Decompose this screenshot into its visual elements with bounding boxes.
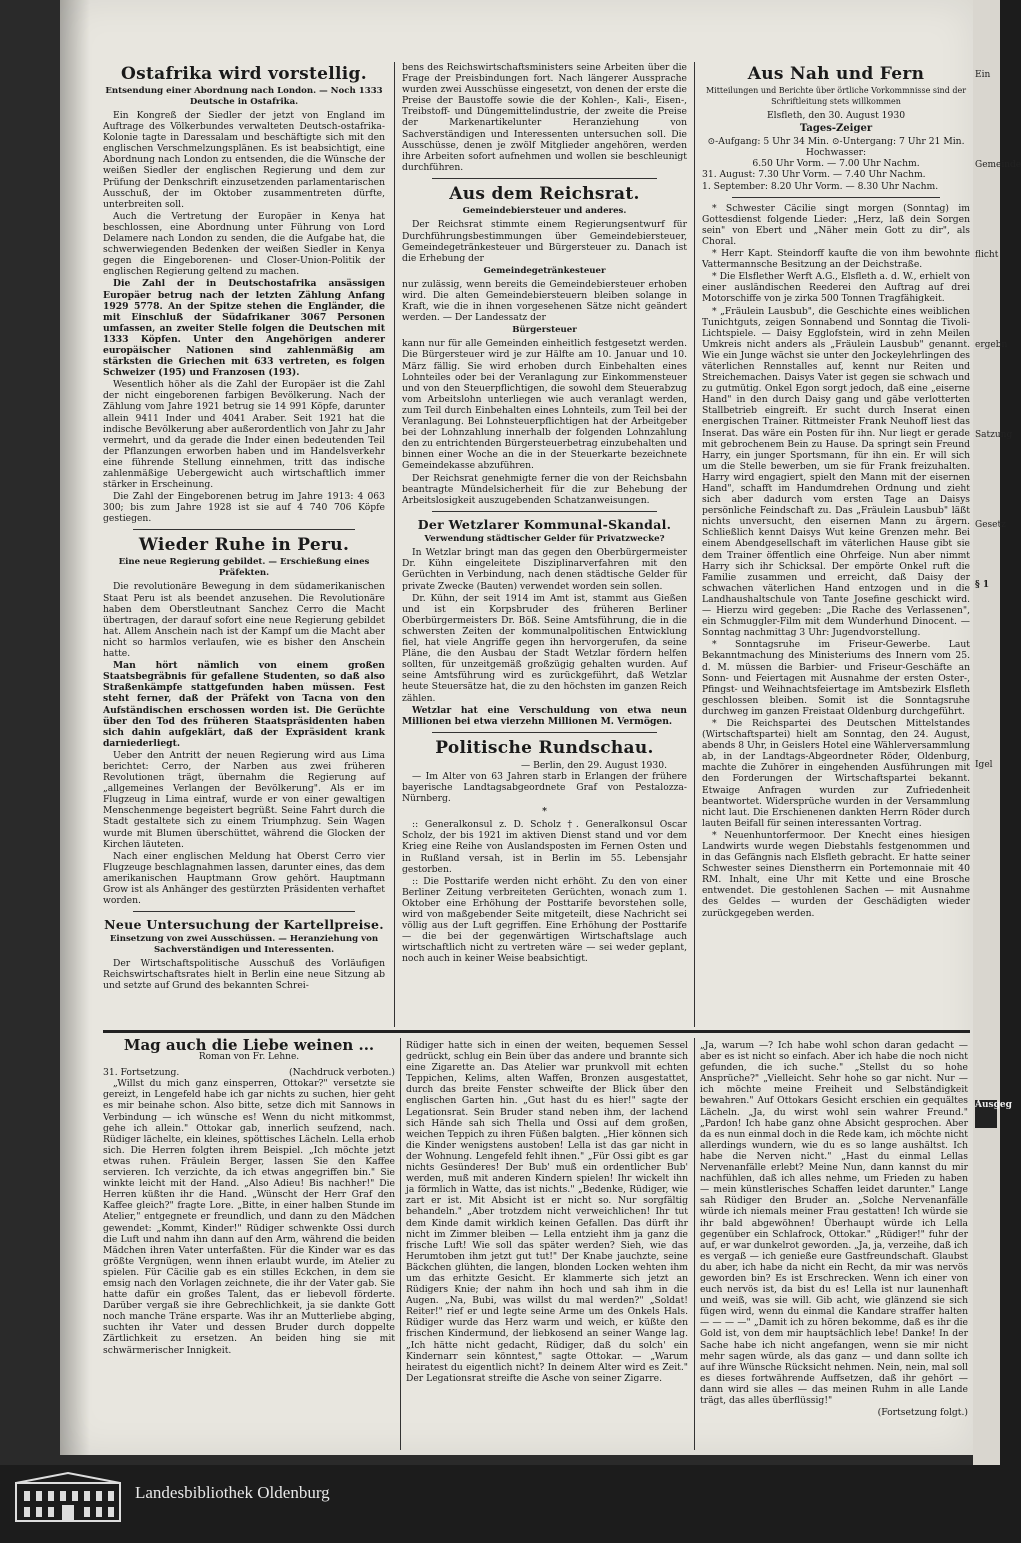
facing-page-edge xyxy=(973,0,1021,1465)
column-divider xyxy=(394,62,395,1027)
divider xyxy=(432,511,657,512)
article-paragraph: Wesentlich höher als die Zahl der Europäer ist die Zahl der nicht eingeborenen farbigen Bevölkerung. Nach der Zählung vom Jahre 1921 betrug sie 14 991 Köpfe, darunter allein 9411 Inder und 4041 Araber. Seit 1921 hat die indische Bevölkerung aber außerordentlich von Jahr zu Jahr vermehrt, und da gerade die Inder einen bedeutenden Teil der Pflanzungen erworben haben und im Handelsverkehr eine führende Stellung einnehmen, tritt das indische zahlenmäßige Uebergewicht auch wirtschaftlich immer stärker in Erscheinung. xyxy=(103,379,385,491)
serial-column-3 xyxy=(700,1040,968,1450)
serial-title: Mag auch die Liebe weinen ... xyxy=(123,1036,375,1054)
headline-reichsrat: Aus dem Reichsrat. xyxy=(449,183,640,204)
tide-line: 1. September: 8.20 Uhr Vorm. — 8.30 Uhr Nachm. xyxy=(702,180,939,192)
headline-ostafrika: Ostafrika wird vorstellig. xyxy=(121,64,367,84)
column-divider xyxy=(694,62,695,1027)
column-divider xyxy=(694,1038,695,1450)
article-paragraph: Auch die Vertretung der Europäer in Kenya hat beschlossen, eine Abordnung unter Führung von Lord Delamere nach London zu senden, die die Aufgabe hat, die schwerwiegenden Bedenken der weißen Siedler in Kenya gegen die Eingeborenen- und Closer-Union-Politik der englischen Regierung geltend zu machen. xyxy=(103,210,385,278)
local-news-item: * Die Elsflether Werft A.G., Elsfleth a. d. W., erhielt von einer ausländischen Reederei den Auftrag auf drei Motorschiffe von je zirka 500 Tonnen Tragfähigkeit. xyxy=(702,271,970,305)
column-divider xyxy=(400,1038,401,1450)
serial-copyright: (Nachdruck verboten.) xyxy=(289,1067,395,1079)
sun-times: ⊙-Aufgang: 5 Uhr 34 Min. ⊙-Untergang: 7 Uhr 21 Min. xyxy=(707,136,965,148)
divider xyxy=(432,732,657,733)
article-paragraph: — Im Alter von 63 Jahren starb in Erlangen der frühere bayerische Landtagsabgeordnete Graf von Pestalozza-Nürnberg. xyxy=(402,770,687,805)
edge-fragment: § 1 xyxy=(975,580,990,590)
article-paragraph: Ueber den Antritt der neuen Regierung wird aus Lima berichtet: Cerro, der Narben aus zwei früheren Revolutionen trägt, übernahm die Regierung auf „allgemeines Verlangen der Bevölkerung". Als er im Flugzeug in Lima eintraf, wurde er von einer gewaltigen Menschenmenge begeistert begrüßt. Seine Fahrt durch die Stadt gestaltete sich zu einem Triumphzug. Sein Wagen wurde mit Blumen überschüttet, während die Glocken der Kirchen läuteten. xyxy=(103,749,385,850)
article-paragraph: bens des Reichswirtschaftsministers seine Arbeiten über die Frage der Preisbindungen fort. Nach längerer Aussprache wurden zwei Ausschüsse eingesetzt, von denen der erste die Preise der Baustoffe sowie die der Kohlen-, Kali-, Eisen-, Treibstoff- und Düngemittelindustrie, der zweite die Preise der Markenartikelunter Heranziehung von Sachverständigen und Interessenten untersuchen soll. Die Ausschüsse, denen je zwölf Mitglieder angehören, werden ihre Arbeiten sofort aufnehmen und wollen sie beschleunigt durchführen. xyxy=(402,62,687,173)
article-paragraph: nur zulässig, wenn bereits die Gemeindebiersteuer erhoben wird. Die alten Gemeindebiersteuern bleiben solange in Kraft, wie die in ihnen vorgesehenen Sätze nicht geändert werden. — Der Landessatz der xyxy=(402,278,687,324)
edge-fragment: Gemeinde xyxy=(975,160,1021,170)
divider xyxy=(732,197,940,198)
article-paragraph: :: Generalkonsul z. D. Scholz †. Generalkonsul Oscar Scholz, der bis 1921 im aktiven Dienst stand und vor dem Krieg eine Reihe von Auslandsposten im Fernen Osten und in Rußland versah, ist in Berlin im 55. Lebensjahr gestorben. xyxy=(402,819,687,875)
article-paragraph: Der Wirtschaftspolitische Ausschuß des Vorläufigen Reichswirtschaftsrates hielt in Berlin eine neue Sitzung ab und setzte auf Grund des bekannten Schrei- xyxy=(103,958,385,992)
edge-fragment: Gesetz xyxy=(975,520,1006,530)
tide-line: 6.50 Uhr Vorm. — 7.00 Uhr Nachm. xyxy=(752,158,920,170)
serial-separator-rule xyxy=(103,1030,970,1033)
library-name: Landesbibliothek Oldenburg xyxy=(135,1483,330,1502)
article-paragraph: Wetzlar hat eine Verschuldung von etwa neun Millionen bei etwa vierzehn Millionen M. Vermögen. xyxy=(402,704,687,727)
divider xyxy=(432,178,657,179)
headline-wetzlar: Der Wetzlarer Kommunal-Skandal. xyxy=(417,516,672,532)
edge-fragment: Ein xyxy=(975,70,991,80)
headline-aus-nah-und-fern: Aus Nah und Fern xyxy=(747,64,925,84)
article-paragraph: Ein Kongreß der Siedler der jetzt von England im Auftrage des Völkerbundes verwalteten Deutsch-ostafrika-Kolonie tagte in Daressalam und beschäftigte sich mit den englischen Verschmelzungsplänen. Es ist beabsichtigt, eine Abordnung nach London zu entsenden, die die Wünsche der weißen Siedler der englischen Regierung und dem zur Prüfung der Denkschrift einzusetzenden parlamentarischen Ausschuß, der im Oktober zusammentreten dürfte, unterbreiten soll. xyxy=(103,110,385,210)
edge-fragment: Satzung xyxy=(975,430,1013,440)
article-paragraph: In Wetzlar bringt man das gegen den Oberbürgermeister Dr. Kühn eingeleitete Disziplinarverfahren mit den Gerüchten in Verbindung, nach denen städtische Gelder für private Zwecke (Bauten) verwendet worden sein sollen. xyxy=(402,547,687,592)
edge-fragment: ergebn xyxy=(975,340,1008,350)
serial-column-2 xyxy=(406,1040,688,1450)
headline-kartellpreise: Neue Untersuchung der Kartellpreise. xyxy=(104,917,384,933)
section-label: Tages-Zeiger xyxy=(799,123,873,135)
page-gutter-shadow xyxy=(60,0,90,1455)
serial-info-row xyxy=(103,1067,395,1078)
footer-bar xyxy=(0,1465,1000,1543)
article-paragraph: kann nur für alle Gemeinden einheitlich festgesetzt werden. Die Bürgersteuer wird je zur Hälfte am 10. Januar und 10. März fällig. Sie wird erhoben durch Einbehalten eines Lohnteiles oder bei der Veranlagung zur Einkommensteuer und von den Steuerpflichtigen, die sowohl dem Steuerabzug vom Arbeitslohn unterliegen wie auch veranlagt werden, zum Teil durch Einbehalten eines Lohnteils, zum Teil bei der Veranlagung. Bei Lohnsteuerpflichtigen hat der Arbeitgeber bei der Lohnzahlung innerhalb der folgenden Lohnzahlung den zu entrichtenden Bürgersteuerbetrag einzubehalten und binnen einer Woche an die in der Steuerkarte bezeichnete Gemeindekasse abzuführen. xyxy=(402,338,687,472)
edge-fragment: flicht xyxy=(975,250,999,260)
local-news-item: * Schwester Cäcilie singt morgen (Sonntag) im Gottesdienst folgende Lieder: „Herz, laß dein Sorgen sein" von Ebert und „Näher mein Gott zu dir", als Choral. xyxy=(702,202,970,247)
local-news-item: * „Fräulein Lausbub", die Geschichte eines weiblichen Tunichtguts, zeigen Sonnabend und Sonntag die Tivoli-Lichtspiele. — Daisy Egglofstein, wird in zehn Meilen Umkreis nicht anders als „Fräulein Lausbub" genannt. Wie ein Junge wächst sie unter den Jockeylehrlingen des väterlichen Rennstalles auf, kennt nur Reiten und Streichemachen. Daisys Vater ist gegen sie schwach und zu gutmütig. Onkel Egon sorgt jedoch, daß eine „eiserne Hand" in den durch Daisy gang und gäbe verlotterten Stallbetrieb eingreift. Er sucht durch Inserat einen energischen Trainer. Rittmeister Frank Neuhoff liest das Inserat. Das wäre ein Posten für ihn. Nur liegt er gerade mit gebrochenem Bein zu Hause. Da springt sein Freund Harry, ein junger Sportsmann, für ihn ein. Er will sich um die Stelle bewerben, um sie für Frank freizuhalten. Harry wird engagiert, spielt den Mann mit der eisernen Hand", schafft im Handumdrehen Ordnung und zieht sich aber dadurch vom ersten Tage an Daisys persönliche Feindschaft zu. Das „Fräulein Lausbub" läßt nichts unversucht, den eisernen Mann zu ärgern. Schließlich kennt Daisys Wut keine Grenzen mehr. Bei einem Abendgesellschaft im väterlichen Hause gibt sie dem Trainer öffentlich eine Ohrfeige. Nun aber nimmt Harry sich ihr Schicksal. Der empörte Onkel ruft die Familie zusammen und erreicht, daß Daisy der schwachen väterlichen Hand entzogen und in die Landhaushaltschule von Tante Josefine geschickt wird. — Hierzu wird gegeben: „Die Rache des Verlassenen", ein Schmuggler-Film mit dem Wunderhund Dinocent. — Sonntag nachmittag 3 Uhr: Jugendvorstellung. xyxy=(702,305,970,639)
serial-continued: (Fortsetzung folgt.) xyxy=(877,1407,968,1419)
serial-text: „Willst du mich ganz einsperren, Ottokar?" versetzte sie gereizt, in Lengefeld habe ich gar nichts zu suchen, hier geht es mir beinahe schon. Also bitte, setze dich mit Sannows in Verbindung — ich wünsche es! Wenn du nicht mitkommst, gehe ich allein." Ottokar gab, innerlich seufzend, nach. Rüdiger lächelte, ein kleines, spöttisches Lächeln. Lella erhob sich. Die Herren folgten ihrem Beispiel. „Ich möchte jetzt etwas ruhen. Fräulein Berger, lassen Sie den Kaffee servieren. Ich verzichte, da ich etwas angegriffen bin." Sie winkte leicht mit der Hand. „Also Adieu! Bis nachher!" Die Herren küßten ihr die Hand. „Wünscht der Herr Graf den Kaffee gleich?" fragte Lore. „Bitte, in einer halben Stunde im Atelier," entgegnete er freundlich, und dann zu den Mädchen gewendet: „Kommt, Kinder!" Rüdiger schwenkte Ossi durch die Luft und nahm ihn dann auf den Arm, während die beiden Mädchen ihren Vater unterfaßten. Für die Kinder war es das größte Vergnügen, wenn ihnen erlaubt wurde, im Atelier zu spielen. Für Cäcilie gab es ein stilles Eckchen, in dem sie emsig nach den Vorlagen zeichnete, die ihr der Vater gab. Sie hatte dafür ein großes Talent, das er liebevoll förderte. Darüber vergaß sie ihre Gebrechlichkeit, ja sie dankte Gott noch manche Träne ersparte. Was ihr an Mutterliebe abging, suchten ihr Vater und dessen Bruder durch doppelte Zärtlichkeit zu ersetzen. An beiden hing sie mit schwärmerischer Innigkeit. xyxy=(103,1078,395,1356)
article-paragraph: Der Reichsrat genehmigte ferner die von der Reichsbahn beantragte Mündelsicherheit für die zur Behebung der Arbeitslosigkeit auszugebenden Schatzanweisungen. xyxy=(402,472,687,506)
serial-text: Rüdiger hatte sich in einen der weiten, bequemen Sessel gedrückt, schlug ein Bein über das andere und brannte sich eine Zigarette an. Das Atelier war prunkvoll mit echten Teppichen, Kelims, alten Waffen, Bronzen ausgestattet, durch das breite Fenster schweifte der Blick über den englischen Garten hin. „Gut hast du es hier!" sagte der Legationsrat. Sein Bruder stand neben ihm, der lachend sich Hände sah sich Thella und Ossi auf dem großen, weichen Teppich zu ihren Füßen balgten. „Hier können sich die Kinder wenigstens austoben! Lella ist das gar nicht in der Wohnung. Lengefeld fehlt ihnen." „Für Ossi gibt es gar nichts Gesünderes! Der Bub' muß ein ordentlicher Bub' werden, muß mit anderen Kindern spielen! Ihr wickelt ihn ja förmlich in Watte, das ist nichts." „Bedenke, Rüdiger, wie zart er ist. Mit Absicht ist er nicht so. Nur sorgfältig behandeln." „Aber trotzdem nicht verweichlichen! Ihr tut dem Kinde damit wirklich keinen Gefallen. Das dürft ihr nicht im Zimmer bleiben — Lella entzieht ihm ja ganz die frische Luft! Wie soll das später werden? Sieh, wie das Herumtoben ihm jetzt gut tut!" Der Knabe jauchzte, seine Bäckchen glühten, die langen, blonden Locken wehten ihm um das erhitzte Gesicht. Er klammerte sich jetzt an Rüdigers Knie; der nahm ihn hoch und sah ihm in die Augen. „Na, Bubi, was willst du mal werden?" „Soldat! Reiter!" rief er und legte seine Arme um des Onkels Hals. Rüdiger wurde das Herz warm und weich, er küßte den frischen Kindermund, der liebkosend an seiner Wange lag. „Ich hätte nicht gedacht, Rüdiger, daß du solch' ein Kindernarr sein könntest," sagte Ottokar. — „Warum heiratest du eigentlich nicht? In deinem Alter wird es Zeit." Der Legationsrat streifte die Asche von seiner Zigarre. xyxy=(406,1040,688,1384)
article-paragraph: Die Zahl der Eingeborenen betrug im Jahre 1913: 4 063 300; bis zum Jahre 1928 ist sie auf 4 740 706 Köpfe gestiegen. xyxy=(103,491,385,525)
divider xyxy=(133,529,355,530)
library-building-icon xyxy=(12,1473,124,1529)
article-paragraph: Der Reichsrat stimmte einem Regierungsentwurf für Durchführungsbestimmungen über Gemeindebiersteuer, Gemeindegetränkesteuer und Bürgersteuer zu. Danach ist die Erhebung der xyxy=(402,219,687,264)
local-news-item: * Die Reichspartei des Deutschen Mittelstandes (Wirtschaftspartei) hielt am Sonntag, den 24. August, abends 8 Uhr, in Geislers Hotel eine Wählerversammlung ab, in der Landtags-Abgeordneter Röder, Oldenburg, machte die Zuhörer in eingehenden Ausführungen mit den Forderungen der Wirtschaftspartei bekannt. Etwaige Anfragen wurden zur Zufriedenheit beantwortet. Widersprüche wurden in der Versammlung nicht laut. Die Erschienenen dankten Herrn Röder durch lauten Beifall für seinen interessanten Vortrag. xyxy=(702,717,970,829)
article-paragraph: :: Die Posttarife werden nicht erhöht. Zu den von einer Berliner Zeitung verbreiteten Gerüchten, wonach zum 1. Oktober eine Erhöhung der Posttarife bevorstehen solle, wird von maßgebender Seite mitgeteilt, diese Nachricht sei völlig aus der Luft gegriffen. Eine Erhöhung der Posttarife — die bei der gegenwärtigen Wirtschaftslage auch wirtschaftlich nicht zu vertreten wäre — sei weder geplant, noch auch in keiner Weise beabsichtigt. xyxy=(402,875,687,965)
subheadline-kartellpreise: Einsetzung von zwei Ausschüssen. — Heranziehung von Sachverständigen und Interessenten. xyxy=(109,934,379,955)
edge-fragment: Igel xyxy=(975,760,993,770)
separator-star: * xyxy=(542,806,547,818)
serial-text: „Ja, warum —? Ich habe wohl schon daran gedacht — aber es ist nicht so einfach. Aber ich habe die noch nicht gefunden, die ich suche." „Stellst du so hohe Ansprüche?" „Vielleicht. Sehr hohe so gar nicht. Nur — ich möchte meine Freiheit und Selbständigkeit bewahren." Auf Ottokars Gesicht erschien ein gequältes Lächeln. „Ja, du wirst wohl sein wahrer Freund." „Pardon! Ich habe ganz ohne Absicht gesprochen. Aber da es nun einmal doch in die Rede kam, ich möchte nicht allerdings wundern, wie du es so lange aushältst. Ich habe die Nerven nicht." „Hast du einmal Lellas Nervenanfälle erlebt? Meine Nun, dann kannst du mir nachfühlen, daß ich alles nehme, um Frieden zu haben — mein künstlerisches Schaffen leidet darunter." Lange sah Rüdiger den Bruder an. „Solche Nervenanfälle würde ich niemals meiner Frau gestatten! Ich würde sie ihr bald abgewöhnen! Überhaupt würde ich Lella gegenüber ein Schlafrock, Ottokar." „Rüdiger!" fuhr der auf, er war dunkelrot geworden. „Ja, ja, verzeihe, daß ich es vergaß — ich genieße eure Gastfreundschaft. Glaubst du aber, ich habe da nicht ein Recht, da mir was nervös geworden bin? Es ist Erschrecken. Wenn ich einer von euch nervös ist, da bist du es! Lella ist nur launenhaft und weiß, was sie will. Gib acht, wie glänzend sie sich fügen wird, wenn du einmal die Kandare straffer halten — — — —" „Damit ich zu hören bekomme, daß es ihr die Gold ist, von dem mir hauptsächlich lebe! Danke! In der Sache habe ich nicht angefangen, wenn sie mir nicht mehr sagen würde, als das ganz — und dann sollte ich auf ihre Wünsche Rücksicht nehmen. Nein, nein, mal soll es dieses fortwährende Auffsetzen, daß ihr gehört — dann wird sie alles — das meinen Ruhm in alle Lande trägt, das alles überflüssig!" xyxy=(700,1040,968,1406)
serial-installment: 31. Fortsetzung. xyxy=(103,1067,180,1079)
section-label: Hochwasser: xyxy=(805,147,867,159)
subheadline-ostafrika: Entsendung einer Abordnung nach London. — Noch 1333 Deutsche in Ostafrika. xyxy=(105,86,383,107)
subheadline-local: Mitteilungen und Berichte über örtliche Vorkommnisse sind der Schriftleitung stets willkommen xyxy=(705,86,967,106)
local-news-item: * Neuenhuntorfermoor. Der Knecht eines hiesigen Landwirts wurde wegen Diebstahls festgenommen und in das Gefängnis nach Elsfleth gebracht. Er hatte seiner Schwester seines Dienstherrn ein Portemonnaie mit 40 RM. Inhalt, eine Uhr mit Kette und eine Brosche entwendet. Die gestohlenen Sachen — mit Ausnahme des Geldes — wurden der Geschädigten wieder zurückgegeben werden. xyxy=(702,829,970,919)
divider xyxy=(133,911,355,912)
article-paragraph: Man hört nämlich von einem großen Staatsbegräbnis für gefallene Studenten, so daß also Straßenkämpfe stattgefunden haben müssen. Fest steht ferner, daß der Präfekt von Tacna von den Aufständischen erschossen worden ist. Die Gerüchte über den Tod des früheren Staatspräsidenten haben sich dahin aufgeklärt, daß der Expräsident krank darniederliegt. xyxy=(103,660,385,749)
section-label: Gemeindegetränkesteuer xyxy=(483,265,606,276)
local-news-item: * Herr Kapt. Steindorff kaufte die von ihm bewohnte Vattermannsche Besitzung an der Deichstraße. xyxy=(702,248,970,271)
serial-author: Roman von Fr. Lehne. xyxy=(198,1052,300,1063)
edge-fragment: Ausgeg xyxy=(975,1100,997,1128)
middle-column xyxy=(402,62,687,1027)
right-column xyxy=(702,62,970,1027)
section-label: Bürgersteuer xyxy=(512,325,577,336)
subheadline-peru: Eine neue Regierung gebildet. — Erschießung eines Präfekten. xyxy=(118,557,370,578)
headline-peru: Wieder Ruhe in Peru. xyxy=(138,535,350,556)
left-column xyxy=(103,62,385,1027)
headline-rundschau: Politische Rundschau. xyxy=(435,737,654,758)
dateline: — Berlin, den 29. August 1930. xyxy=(521,759,667,771)
subheadline-wetzlar: Verwendung städtischer Gelder für Privatzwecke? xyxy=(424,533,665,544)
dateline: Elsfleth, den 30. August 1930 xyxy=(766,110,906,121)
tide-line: 31. August: 7.30 Uhr Vorm. — 7.40 Uhr Nachm. xyxy=(702,169,926,181)
article-paragraph: Die revolutionäre Bewegung in dem südamerikanischen Staat Peru ist als beendet anzusehen. Die Revolutionäre haben dem Oberstleutnant Sanchez Cerro die Macht übertragen, der darauf sofort eine neue Regierung gebildet hat. Allem Anschein nach ist der Kampf um die Macht aber nicht so harmlos verlaufen, wie es bisher den Anschein hatte. xyxy=(103,581,385,660)
serial-column-1 xyxy=(103,1036,395,1450)
article-paragraph: Nach einer englischen Meldung hat Oberst Cerro vier Flugzeuge beschlagnahmen lassen, darunter eines, das dem amerikanischen Hauptmann Grow gehört. Hauptmann Grow ist als Anhänger des gestürzten Präsidenten verhaftet worden. xyxy=(103,850,385,907)
subheadline-reichsrat: Gemeindebiersteuer und anderes. xyxy=(462,205,627,216)
article-paragraph: Dr. Kühn, der seit 1914 im Amt ist, stammt aus Gießen und ist ein Korpsbruder des früheren Berliner Oberbürgermeisters Dr. Böß. Seine Amtsführung, die in die schwersten Zeiten der kommunalpolitischen Entwicklung fiel, hat viele Angriffe gegen ihn hervorgerufen, da seine Pläne, die den Ausbau der Stadt Wetzlar fördern helfen sollten, für unzeitgemäß großzügig gehalten wurden. Auf seine Amtsführung wird es zurückgeführt, daß Wetzlar heute Steuersätze hat, die zu den höchsten im ganzen Reich zählen. xyxy=(402,592,687,704)
article-paragraph: Die Zahl der in Deutschostafrika ansässigen Europäer betrug nach der letzten Zählung Anfang 1929 5778. An der Spitze stehen die Engländer, die mit Einschluß der Südafrikaner 3067 Personen umfassen, an zweiter Stelle folgen die Deutschen mit 1333 Köpfen. Unter den Angehörigen anderer europäischer Nationen sind zahlenmäßig am stärksten die Griechen mit 633 vertreten, es folgen Schweizer (195) und Franzosen (193). xyxy=(103,278,385,379)
local-news-item: * Sonntagsruhe im Friseur-Gewerbe. Laut Bekanntmachung des Ministeriums des Innern vom 25. d. M. müssen die Barbier- und Friseur-Geschäfte an Sonn- und Feiertagen mit Ausnahme der ersten Oster-, Pfingst- und Weihnachtsfeiertage im Amtsbezirk Elsfleth geschlossen bleiben. Somit ist die Sonntagsruhe durchweg im ganzen Freistaat Oldenburg durchgeführt. xyxy=(702,639,970,717)
